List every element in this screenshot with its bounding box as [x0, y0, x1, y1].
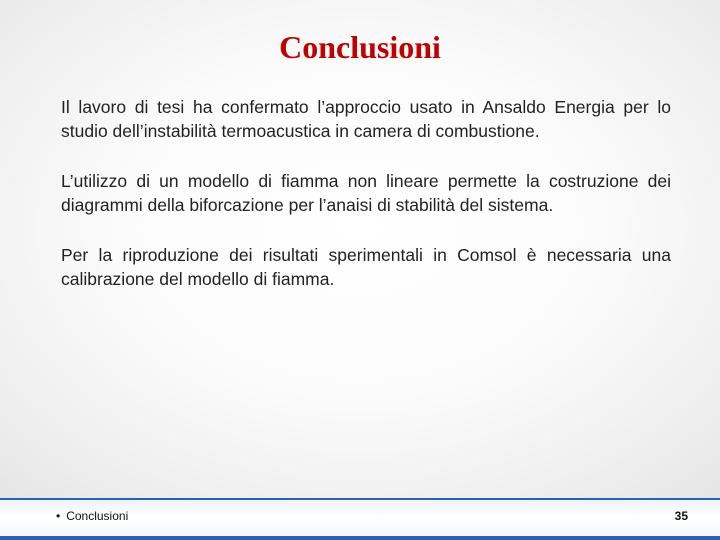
footer-section-label: Conclusioni [66, 509, 129, 523]
slide-title: Conclusioni [279, 29, 441, 65]
body-paragraph: Il lavoro di tesi ha confermato l’approccio usato in Ansaldo Energia per lo studio dell’instabilità termoacustica in camera di combustione. [61, 97, 671, 141]
body-paragraph: L’utilizzo di un modello di fiamma non lineare permette la costruzione dei diagrammi della biforcazione per l’anaisi di stabilità del sistema. [61, 171, 671, 215]
body-paragraph: Per la riproduzione dei risultati sperimentali in Comsol è necessaria una calibrazione del modello di fiamma. [61, 245, 671, 289]
slide-body [61, 95, 671, 317]
footer-bar [0, 498, 720, 540]
bullet-icon: • [56, 509, 61, 523]
page-number: 35 [674, 509, 688, 523]
footer-section [56, 508, 128, 524]
